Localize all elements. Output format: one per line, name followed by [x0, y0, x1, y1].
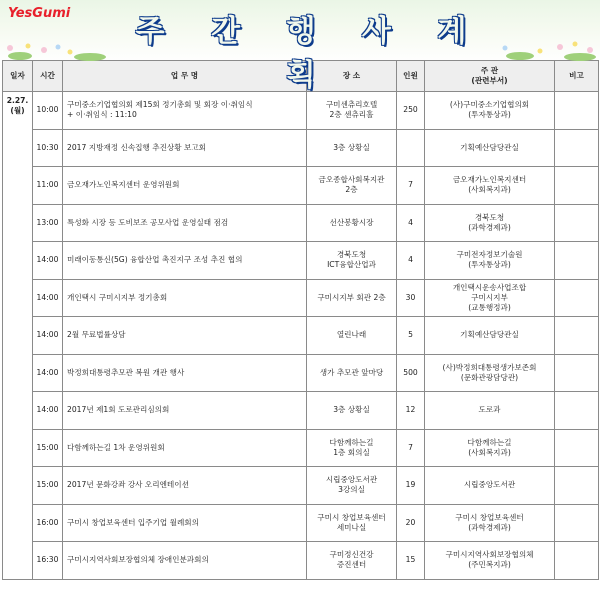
time-cell: 16:00: [33, 504, 63, 542]
table-row: [3, 279, 599, 317]
people-cell: 4: [397, 204, 425, 242]
people-cell: 7: [397, 167, 425, 205]
time-cell: 15:00: [33, 467, 63, 505]
host-cell: 금오재가노인복지센터 (사회복지과): [425, 167, 555, 205]
host-cell: 시립중앙도서관: [425, 467, 555, 505]
task-cell: 2017년 제1회 도로관리심의회: [63, 392, 307, 430]
task-cell: 다함께하는길 1차 운영위원회: [63, 429, 307, 467]
time-cell: 14:00: [33, 317, 63, 355]
col-note: 비고: [555, 61, 599, 92]
col-host-subtitle: (관련부서): [471, 76, 508, 85]
place-cell: 구미정신건강 증진센터: [307, 542, 397, 580]
host-cell: 다함께하는길 (사회복지과): [425, 429, 555, 467]
task-cell: 박정희대통령추모관 복원 개관 행사: [63, 354, 307, 392]
people-cell: 500: [397, 354, 425, 392]
host-cell: 개인택시운송사업조합 구미시지부 (교통행정과): [425, 279, 555, 317]
task-cell: 2017년 문화강좌 강사 오리엔테이션: [63, 467, 307, 505]
place-cell: 시립중앙도서관 3강의실: [307, 467, 397, 505]
place-cell: 다함께하는길 1층 회의실: [307, 429, 397, 467]
host-cell: 기획예산담당관실: [425, 317, 555, 355]
host-cell: (사)구미중소기업협의회 (투자통상과): [425, 92, 555, 130]
note-cell: [555, 129, 599, 167]
col-date: 일자: [3, 61, 33, 92]
task-cell: 구미시지역사회보장협의체 장애인분과회의: [63, 542, 307, 580]
people-cell: 250: [397, 92, 425, 130]
host-cell: 경북도청 (과학경제과): [425, 204, 555, 242]
host-cell: 도로과: [425, 392, 555, 430]
people-cell: 7: [397, 429, 425, 467]
note-cell: [555, 542, 599, 580]
table-row: [3, 204, 599, 242]
place-cell: 금오종합사회복지관 2층: [307, 167, 397, 205]
table-row: [3, 92, 599, 130]
place-cell: 3층 상황실: [307, 392, 397, 430]
time-cell: 16:30: [33, 542, 63, 580]
schedule-body: [3, 92, 599, 580]
people-cell: [397, 129, 425, 167]
people-cell: 19: [397, 467, 425, 505]
table-row: [3, 504, 599, 542]
note-cell: [555, 317, 599, 355]
people-cell: 30: [397, 279, 425, 317]
col-task: 업 무 명: [63, 61, 307, 92]
place-cell: 생가 추모관 앞마당: [307, 354, 397, 392]
place-cell: 구미센츄리호텔 2층 센츄리홀: [307, 92, 397, 130]
table-row: [3, 317, 599, 355]
table-row: [3, 392, 599, 430]
time-cell: 10:00: [33, 92, 63, 130]
time-cell: 11:00: [33, 167, 63, 205]
note-cell: [555, 504, 599, 542]
people-cell: 12: [397, 392, 425, 430]
gumi-logo: [8, 6, 70, 21]
note-cell: [555, 167, 599, 205]
table-row: [3, 467, 599, 505]
note-cell: [555, 242, 599, 280]
time-cell: 14:00: [33, 354, 63, 392]
task-cell: 구미시 창업보육센터 입주기업 월례회의: [63, 504, 307, 542]
host-cell: 구미시 창업보육센터 (과학경제과): [425, 504, 555, 542]
table-row: [3, 542, 599, 580]
place-cell: 구미시지부 회관 2층: [307, 279, 397, 317]
note-cell: [555, 279, 599, 317]
host-cell: 기획예산담당관실: [425, 129, 555, 167]
table-row: [3, 167, 599, 205]
note-cell: [555, 392, 599, 430]
place-cell: 열린나래: [307, 317, 397, 355]
col-host-title: 주 관: [480, 66, 499, 75]
people-cell: 20: [397, 504, 425, 542]
schedule-table: [2, 60, 599, 580]
note-cell: [555, 92, 599, 130]
col-people: 인원: [397, 61, 425, 92]
time-cell: 15:00: [33, 429, 63, 467]
table-row: [3, 129, 599, 167]
time-cell: 10:30: [33, 129, 63, 167]
place-cell: 3층 상황실: [307, 129, 397, 167]
place-cell: 경북도청 ICT융합산업과: [307, 242, 397, 280]
note-cell: [555, 204, 599, 242]
host-cell: (사)박정희대통령생가보존회 (문화관광담당관): [425, 354, 555, 392]
page-title: 주 간 행 사 계 획: [135, 14, 485, 93]
people-cell: 4: [397, 242, 425, 280]
task-cell: 2017 지방재정 신속집행 추진상황 보고회: [63, 129, 307, 167]
task-cell: 미래이동통신(5G) 융합산업 촉진지구 조성 추진 협의: [63, 242, 307, 280]
task-cell: 금오재가노인복지센터 운영위원회: [63, 167, 307, 205]
table-row: [3, 242, 599, 280]
host-cell: 구미전자정보기술원 (투자통상과): [425, 242, 555, 280]
time-cell: 13:00: [33, 204, 63, 242]
task-cell: 2월 무료법률상담: [63, 317, 307, 355]
time-cell: 14:00: [33, 242, 63, 280]
note-cell: [555, 354, 599, 392]
host-cell: 구미시지역사회보장협의체 (주민복지과): [425, 542, 555, 580]
note-cell: [555, 467, 599, 505]
logo-text: YesGumi: [8, 6, 71, 21]
people-cell: 15: [397, 542, 425, 580]
task-cell: 개인택시 구미시지부 정기총회: [63, 279, 307, 317]
table-row: [3, 429, 599, 467]
time-cell: 14:00: [33, 279, 63, 317]
task-cell: 특성화 시장 등 도비보조 공모사업 운영실태 점검: [63, 204, 307, 242]
place-cell: 구미시 창업보육센터 세미나실: [307, 504, 397, 542]
time-cell: 14:00: [33, 392, 63, 430]
col-place: 장 소: [307, 61, 397, 92]
place-cell: 선산봉황시장: [307, 204, 397, 242]
people-cell: 5: [397, 317, 425, 355]
date-cell: 2.27. (월): [3, 92, 33, 580]
note-cell: [555, 429, 599, 467]
table-row: [3, 354, 599, 392]
col-time: 시간: [33, 61, 63, 92]
task-cell: 구미중소기업협의회 제15회 정기총회 및 회장 이·취임식 + 이·취임식 : 11:10: [63, 92, 307, 130]
